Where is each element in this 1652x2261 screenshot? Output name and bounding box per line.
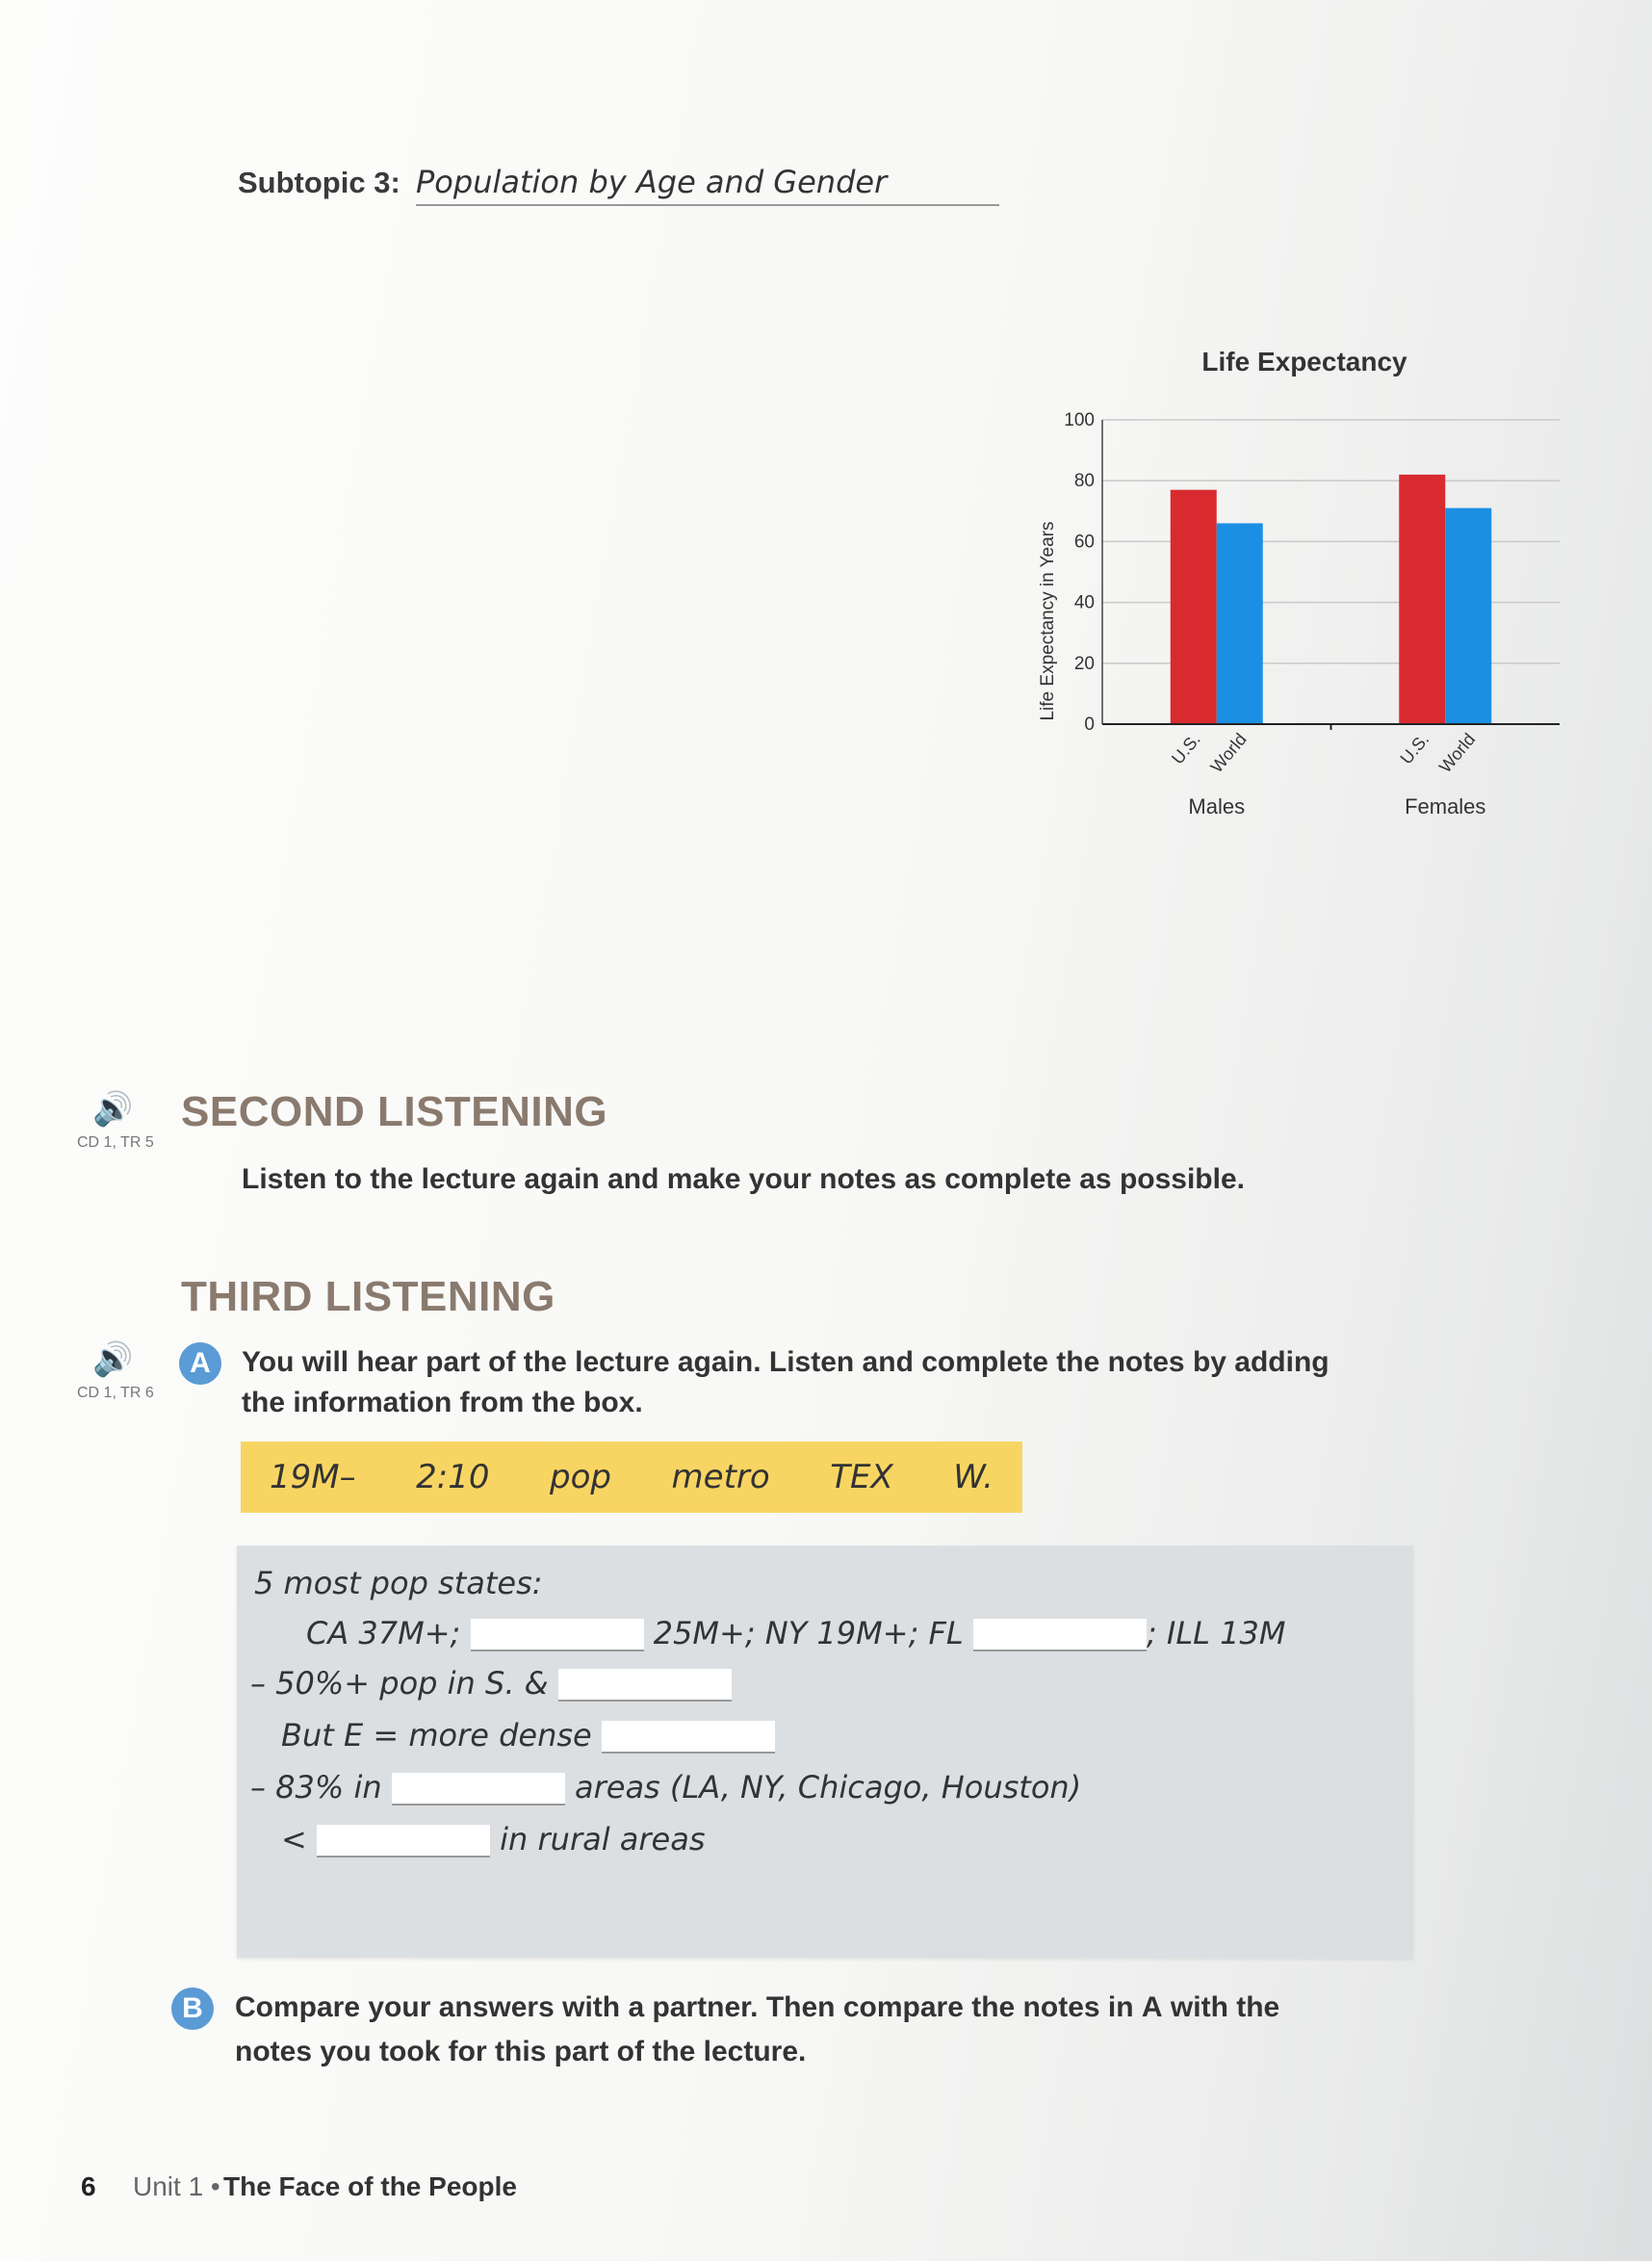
notes-text: ; ILL 13M: [1146, 1615, 1286, 1651]
category-label: Males: [1188, 794, 1246, 819]
task-b-text: with the: [1162, 1991, 1280, 2023]
answer-blank[interactable]: [392, 1773, 565, 1806]
subtopic-value: Population by Age and Gender: [416, 164, 999, 206]
word-box-item: W.: [953, 1458, 994, 1496]
third-listening-heading: THIRD LISTENING: [181, 1273, 555, 1320]
notes-line: [281, 1821, 706, 1858]
task-b-instruction-line2: notes you took for this part of the lecture.: [235, 2036, 807, 2067]
task-a-badge: A: [179, 1342, 221, 1385]
notes-line: [306, 1615, 1285, 1651]
cd-track-label: CD 1, TR 5: [77, 1134, 154, 1151]
cd-track-label: CD 1, TR 6: [77, 1385, 154, 1401]
notes-line: [250, 1665, 732, 1702]
bar-world-males: [1217, 523, 1263, 724]
task-b-bold-letter: A: [1141, 1991, 1163, 2023]
notes-text: 25M+; NY 19M+; FL: [653, 1615, 964, 1651]
notes-text: – 83% in: [250, 1769, 382, 1806]
y-tick-label: 60: [1073, 532, 1095, 553]
bar-us-females: [1399, 475, 1445, 724]
bar-us-males: [1171, 490, 1217, 724]
task-a-instruction-line1: You will hear part of the lecture again. Listen and complete the notes by adding: [242, 1346, 1329, 1378]
page-number: 6: [81, 2171, 96, 2201]
y-tick-label: 40: [1073, 592, 1095, 613]
series-tick-label: World: [1434, 729, 1480, 777]
y-ticks: [1064, 410, 1095, 735]
second-listening-heading: SECOND LISTENING: [181, 1088, 608, 1135]
y-tick-label: 0: [1084, 715, 1095, 735]
notes-text: areas (LA, NY, Chicago, Houston): [574, 1769, 1082, 1806]
bars: [1171, 475, 1492, 724]
series-tick-label: U.S.: [1396, 729, 1433, 768]
life-expectancy-chart: [1020, 385, 1569, 838]
word-box-item: 19M–: [270, 1458, 356, 1496]
notes-line: [250, 1769, 1081, 1806]
word-box-item: pop: [550, 1458, 611, 1496]
task-b-text: Compare your answers with a partner. Then compare the notes in: [235, 1991, 1142, 2023]
task-b-instruction-line1: [235, 1988, 1279, 2028]
footer-title: The Face of the People: [223, 2171, 517, 2201]
series-tick-label: U.S.: [1167, 729, 1204, 768]
speaker-icon[interactable]: 🔊: [92, 1341, 134, 1378]
y-tick-label: 100: [1064, 410, 1095, 430]
footer-unit: Unit 1 •: [133, 2171, 220, 2201]
notes-text: But E = more dense: [281, 1717, 592, 1754]
word-box-item: metro: [671, 1458, 770, 1496]
notes-text: <: [281, 1821, 307, 1858]
task-a-instruction-line2: the information from the box.: [242, 1387, 643, 1418]
notes-panel: [237, 1546, 1413, 1958]
notes-line: 5 most pop states:: [254, 1565, 543, 1601]
notes-text: in rural areas: [500, 1821, 706, 1858]
answer-blank[interactable]: [602, 1721, 775, 1754]
notes-text: CA 37M+;: [306, 1615, 461, 1651]
subtopic-label: Subtopic 3:: [238, 166, 400, 199]
word-box-item: TEX: [830, 1458, 893, 1496]
category-label: Females: [1405, 794, 1486, 819]
second-listening-instruction: Listen to the lecture again and make your notes as complete as possible.: [242, 1163, 1245, 1195]
answer-blank[interactable]: [317, 1825, 490, 1858]
y-axis-label: Life Expectancy in Years: [1038, 521, 1058, 721]
task-b-badge: B: [171, 1988, 214, 2030]
y-tick-label: 20: [1073, 653, 1095, 674]
bar-world-females: [1445, 508, 1491, 724]
chart-title: Life Expectancy: [1201, 347, 1407, 377]
x-labels: [1168, 724, 1485, 819]
speaker-icon[interactable]: 🔊: [92, 1091, 134, 1128]
series-tick-label: World: [1206, 729, 1251, 777]
answer-blank[interactable]: [471, 1619, 644, 1651]
word-box-item: 2:10: [416, 1458, 490, 1496]
answer-blank[interactable]: [973, 1619, 1147, 1651]
word-box: [241, 1442, 1022, 1513]
notes-line: [281, 1717, 775, 1754]
y-tick-label: 80: [1073, 471, 1095, 492]
answer-blank[interactable]: [558, 1669, 732, 1702]
notes-text: – 50%+ pop in S. &: [250, 1665, 549, 1702]
